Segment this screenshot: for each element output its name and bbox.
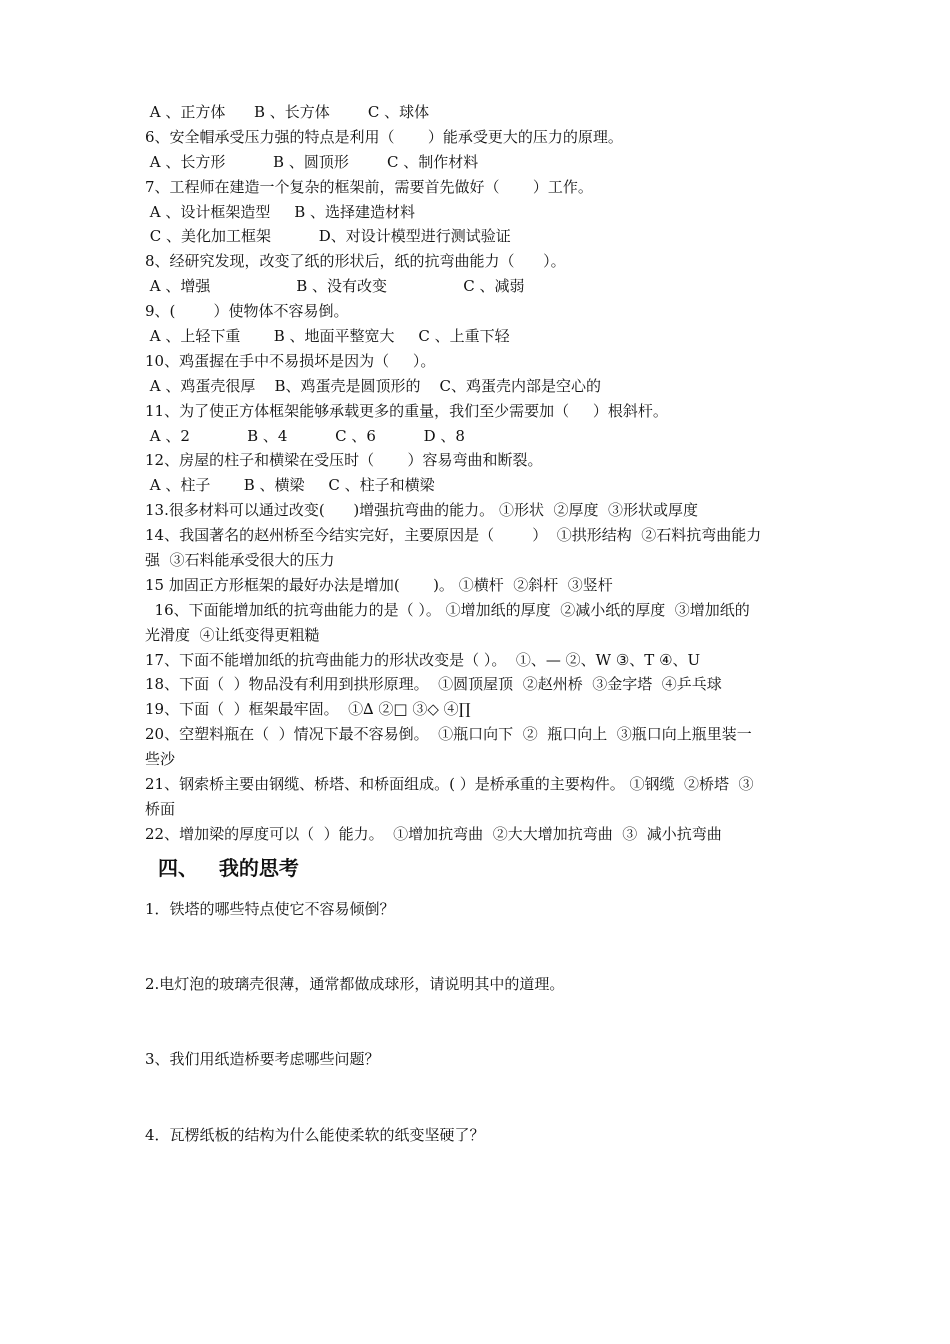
question-list <box>145 100 815 847</box>
text-line: A 、2 B 、4 C 、6 D 、8 <box>145 426 465 445</box>
section-heading: 四、 我的思考 <box>158 856 299 880</box>
thinking-question: 4．瓦楞纸板的结构为什么能使柔软的纸变坚硬了？ <box>145 1126 485 1144</box>
text-line: 强 ③石料能承受很大的压力 <box>145 551 335 570</box>
text-line: 20、空塑料瓶在（ ）情况下最不容易倒。 ①瓶口向下 ② 瓶口向上 ③瓶口向上瓶里装一 <box>145 725 752 744</box>
text-line: 光滑度 ④让纸变得更粗糙 <box>145 625 320 644</box>
text-line: A 、长方形 B 、圆顶形 C 、制作材料 <box>145 152 479 171</box>
text-line: 7、工程师在建造一个复杂的框架前，需要首先做好（ ）工作。 <box>145 177 593 196</box>
text-line: 桥面 <box>145 799 176 818</box>
text-line: A 、正方体 B 、长方体 C 、球体 <box>145 103 430 121</box>
text-line: 22、增加梁的厚度可以（ ）能力。 ①增加抗弯曲 ②大大增加抗弯曲 ③ 减小抗弯曲 <box>145 824 722 843</box>
text-line: 13.很多材料可以通过改变( )增强抗弯曲的能力。 ①形状 ②厚度 ③形状或厚度 <box>145 501 699 520</box>
text-line: 16、下面能增加纸的抗弯曲能力的是（ ）。 ①增加纸的厚度 ②减小纸的厚度 ③增加纸的 <box>145 600 750 619</box>
text-line: A 、柱子 B 、横梁 C 、柱子和横梁 <box>145 476 435 495</box>
thinking-question: 2.电灯泡的玻璃壳很薄，通常都做成球形，请说明其中的道理。 <box>145 975 565 993</box>
text-line: 19、下面（ ）框架最牢固。 ①∆ ②□ ③◇ ④∏ <box>145 700 471 719</box>
thinking-question: 1．铁塔的哪些特点使它不容易倾倒？ <box>145 900 395 918</box>
text-line: 17、下面不能增加纸的抗弯曲能力的形状改变是（ ）。 ①、— ②、W ③、T ④、U <box>145 650 701 669</box>
text-line: A 、上轻下重 B 、地面平整宽大 C 、上重下轻 <box>145 327 510 346</box>
text-line: 14、我国著名的赵州桥至今结实完好，主要原因是（ ） ①拱形结构 ②石料抗弯曲能力 <box>145 526 762 545</box>
text-line: A 、鸡蛋壳很厚 B、鸡蛋壳是圆顶形的 C、鸡蛋壳内部是空心的 <box>145 376 602 395</box>
text-line: 18、下面（ ）物品没有利用到拱形原理。 ①圆顶屋顶 ②赵州桥 ③金字塔 ④乒乓球 <box>145 675 722 694</box>
text-line: 9、( ）使物体不容易倒。 <box>145 302 349 321</box>
text-line: 15 加固正方形框架的最好办法是增加( )。 ①横杆 ②斜杆 ③竖杆 <box>145 575 613 594</box>
text-line: 6、安全帽承受压力强的特点是利用（ ）能承受更大的压力的原理。 <box>145 127 623 146</box>
text-line: 8、经研究发现，改变了纸的形状后，纸的抗弯曲能力（ ）。 <box>145 252 566 271</box>
text-line: 些沙 <box>145 750 176 769</box>
text-line: 11、为了使正方体框架能够承载更多的重量，我们至少需要加（ ）根斜杆。 <box>145 401 668 420</box>
text-line: 12、房屋的柱子和横梁在受压时（ ）容易弯曲和断裂。 <box>145 451 543 470</box>
text-line: 21、钢索桥主要由钢缆、桥塔、和桥面组成。( ）是桥承重的主要构件。 ①钢缆 ②桥塔 ③ <box>145 775 754 794</box>
text-line: C 、美化加工框架 D、对设计模型进行测试验证 <box>145 227 511 246</box>
text-line: A 、增强 B 、没有改变 C 、减弱 <box>145 277 525 296</box>
thinking-question: 3、我们用纸造桥要考虑哪些问题？ <box>145 1050 380 1068</box>
text-line: 10、鸡蛋握在手中不易损坏是因为（ ）。 <box>145 351 436 370</box>
text-line: A 、设计框架造型 B 、选择建造材料 <box>145 202 416 221</box>
